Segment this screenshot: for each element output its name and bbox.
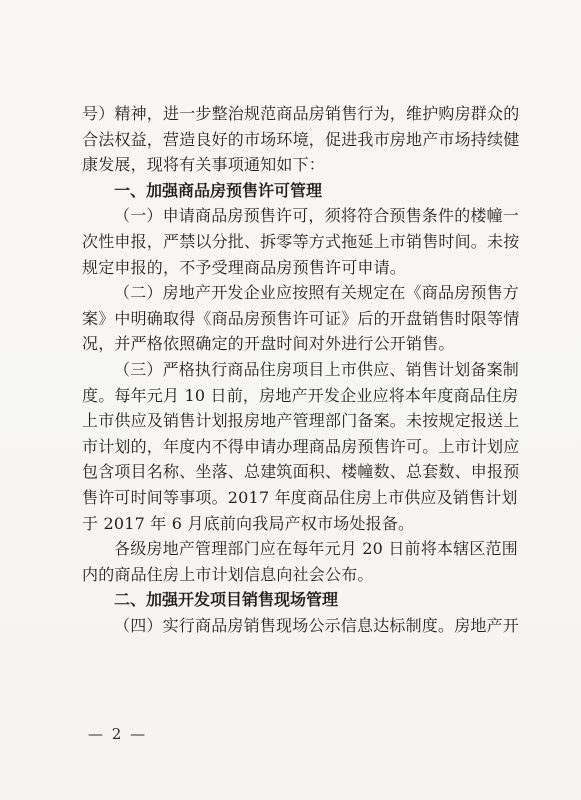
text-line: 市计划的，年度内不得申请办理商品房预售许可。上市计划应	[82, 436, 520, 456]
text-line: （一）申请商品房预售许可，须将符合预售条件的楼幢一	[114, 206, 520, 226]
text-line: 次性申报，严禁以分批、拆零等方式拖延上市销售时间。未按	[82, 231, 520, 251]
text-line: 况，并严格依照确定的开盘时间对外进行公开销售。	[82, 334, 455, 354]
text-line: 康发展，现将有关事项通知如下：	[82, 155, 326, 175]
text-line: 合法权益，营造良好的市场环境，促进我市房地产市场持续健	[82, 129, 520, 149]
text-line: （三）严格执行商品住房项目上市供应、销售计划备案制	[114, 359, 520, 379]
text-line: （二）房地产开发企业应按照有关规定在《商品房预售方	[114, 283, 520, 303]
text-line: （四）实行商品房销售现场公示信息达标制度。房地产开	[114, 615, 520, 635]
text-line: 包含项目名称、坐落、总建筑面积、楼幢数、总套数、申报预	[82, 462, 520, 482]
section-heading-2: 二、加强开发项目销售现场管理	[114, 590, 339, 610]
document-body	[82, 101, 520, 638]
text-line: 于 2017 年 6 月底前向我局产权市场处报备。	[82, 513, 415, 533]
text-line: 规定申报的，不予受理商品房预售许可申请。	[82, 257, 407, 277]
text-line: 内的商品住房上市计划信息向社会公布。	[82, 564, 374, 584]
text-line: 售许可时间等事项。2017 年度商品住房上市供应及销售计划	[82, 487, 518, 507]
text-line: 各级房地产管理部门应在每年元月 20 日前将本辖区范围	[114, 539, 518, 559]
section-heading-1: 一、加强商品房预售许可管理	[114, 180, 323, 200]
text-line: 案》中明确取得《商品房预售许可证》后的开盘销售时限等情	[82, 308, 520, 328]
page-number: — 2 —	[88, 725, 148, 743]
text-line: 上市供应及销售计划报房地产管理部门备案。未按规定报送上	[82, 411, 520, 431]
text-line: 度。每年元月 10 日前，房地产开发企业应将本年度商品住房	[82, 385, 519, 405]
text-line: 号）精神，进一步整治规范商品房销售行为，维护购房群众的	[82, 104, 520, 123]
